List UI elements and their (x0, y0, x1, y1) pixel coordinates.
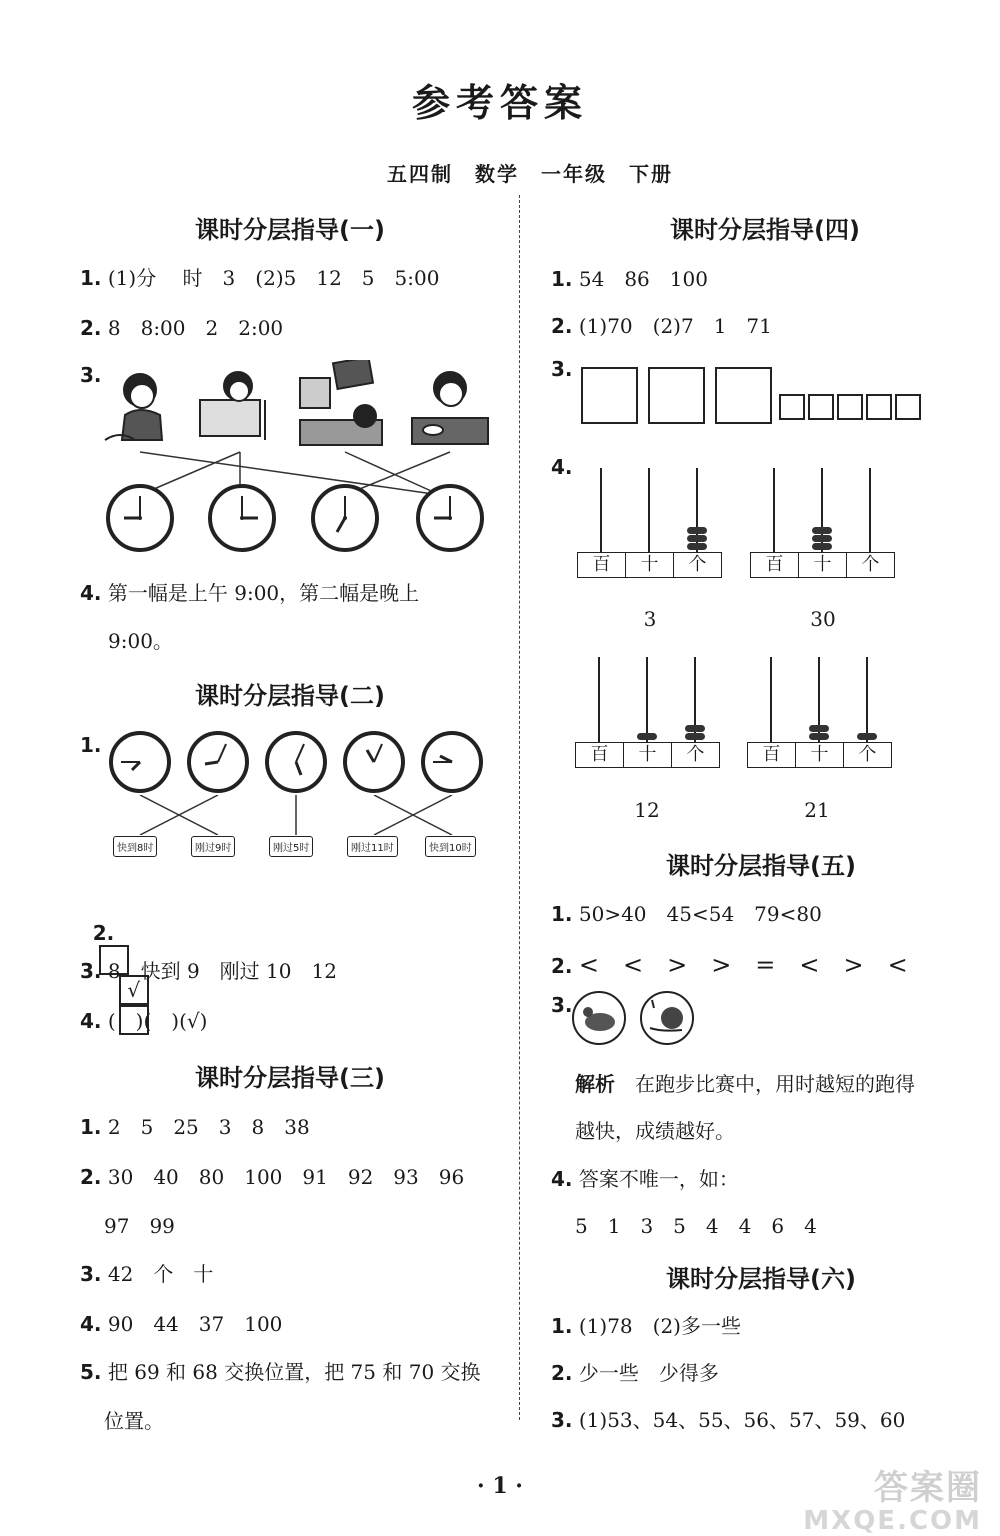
s6-q1-text: (1)78 (2)多一些 (578, 1314, 741, 1338)
q-number: 2. (80, 1165, 102, 1189)
abacus-cell-tens: 十 (624, 743, 672, 767)
abacus-bead (685, 725, 705, 732)
q-number: 1. (551, 1314, 573, 1338)
s5-q4-cont: 5 1 3 5 4 4 6 4 (575, 1214, 817, 1238)
s3-q1-text: 2 5 25 3 8 38 (107, 1115, 310, 1139)
s3-q3 (80, 1258, 213, 1287)
snail-icon (641, 992, 693, 1044)
abacus-cell-ones: 个 (861, 554, 880, 575)
s2-q4 (80, 1005, 207, 1034)
q-number: 1. (80, 266, 102, 290)
s1-q2-text: 8 8:00 2 2:00 (107, 316, 284, 340)
clock-9b-icon (418, 486, 482, 550)
clock-3-icon (210, 486, 274, 550)
analysis-line-1 (575, 1068, 915, 1097)
abacus-rod (866, 657, 868, 742)
s3-q2 (80, 1161, 464, 1190)
page-title: 参考答案 (411, 81, 588, 125)
s6-q3-text: (1)53、54、55、56、57、59、60 (578, 1408, 906, 1432)
page-number: · 1 · (477, 1473, 523, 1499)
abacus-rod (773, 468, 775, 552)
q-number: 2. (80, 316, 102, 340)
section-title-4: 课时分层指导(四) (670, 216, 860, 244)
q-number: 1. (551, 267, 573, 291)
section-title-1: 课时分层指导(一) (195, 216, 385, 244)
s6-q2 (551, 1357, 719, 1386)
s4-q4-number (551, 455, 573, 479)
clock-label: 刚过11时 (347, 836, 398, 857)
abacus-3 (577, 468, 722, 578)
abacus-base (747, 742, 892, 768)
clock-label: 刚过5时 (269, 836, 313, 857)
s4-q1 (551, 263, 708, 292)
s3-q4 (80, 1308, 282, 1337)
s3-q5-text-a: 把 69 和 68 交换位置，把 75 和 70 交换 (107, 1360, 481, 1384)
abacus-cell-tens: 十 (796, 743, 844, 767)
s2-q1-number (80, 733, 102, 757)
watermark-logo: 答案圈 (874, 1468, 982, 1508)
scene-homework (200, 372, 265, 440)
abacus-rod (646, 657, 648, 742)
abacus-bead (857, 733, 877, 740)
abacus-bead (812, 527, 832, 534)
abacus-bead (687, 543, 707, 550)
scene-eating (412, 372, 488, 444)
clock-745-icon (111, 733, 169, 791)
watermark (803, 1470, 982, 1536)
abacus-bead (809, 725, 829, 732)
abacus-12 (575, 657, 720, 769)
abacus-cell-hundreds: 百 (576, 743, 624, 767)
clock-labels (113, 836, 493, 858)
q-number: 3. (80, 1262, 102, 1286)
s2-q4-text: ( )( )(√) (107, 1009, 208, 1033)
s6-q3 (551, 1404, 905, 1433)
s5-q4-text-a: 答案不唯一，如： (578, 1167, 739, 1191)
page-subtitle: 五四制 数学 一年级 下册 (387, 162, 673, 186)
abacus-cell-ones: 个 (688, 554, 707, 575)
abacus-cell-ones: 个 (686, 744, 705, 765)
s4-q2-text: (1)70 (2)7 1 71 (578, 314, 772, 338)
analysis-text-a: 在跑步比赛中，用时越短的跑得 (635, 1072, 915, 1096)
answer-box-checked: √ (119, 975, 149, 1005)
clock-905-icon (189, 733, 247, 791)
s4-q3-number (551, 357, 573, 381)
q-number: 4. (80, 1312, 102, 1336)
abacus-value: 30 (810, 607, 836, 631)
unit-square (779, 394, 805, 420)
s3-q5 (80, 1356, 481, 1385)
clock-label: 快到10时 (425, 836, 476, 857)
abacus-cell-ones: 个 (858, 744, 877, 765)
analysis-label: 解析 (575, 1072, 615, 1096)
abacus-base (750, 552, 895, 578)
abacus-value: 12 (634, 798, 660, 822)
clock-505-icon (267, 733, 325, 791)
s2-q3-text: 8 快到 9 刚过 10 12 (107, 959, 337, 983)
hundred-square (648, 367, 705, 424)
s5-q1-text: 50>40 45<54 79<80 (578, 902, 822, 926)
abacus-value: 21 (804, 798, 830, 822)
q-number: 2. (551, 1361, 573, 1385)
s5-q4 (551, 1163, 739, 1192)
q-number: 2. (551, 954, 573, 978)
section-title-2: 课时分层指导(二) (195, 682, 385, 710)
q-number: 2. (92, 921, 115, 945)
q-number: 5. (80, 1360, 102, 1384)
abacus-bead (809, 733, 829, 740)
s3-q4-text: 90 44 37 100 (107, 1312, 283, 1336)
abacus-bead (687, 527, 707, 534)
s1-q4-text-a: 第一幅是上午 9:00，第二幅是晚上 (107, 581, 420, 605)
abacus-cell-hundreds: 百 (751, 553, 799, 577)
q-number: 1. (80, 733, 102, 757)
abacus-rod (600, 468, 602, 552)
q-number: 4. (551, 455, 573, 479)
s5-q2-text: < < > > = < > < (578, 951, 908, 979)
abacus-cell-tens: 十 (626, 553, 674, 577)
abacus-cell-tens: 十 (799, 553, 847, 577)
s3-q2-text-a: 30 40 80 100 91 92 93 96 (107, 1165, 465, 1189)
clock-7-icon (313, 486, 377, 550)
q-number: 2. (551, 314, 573, 338)
section-title-6: 课时分层指导(六) (666, 1265, 856, 1293)
abacus-rod (770, 657, 772, 742)
clock-9-icon (108, 486, 172, 550)
unit-square (895, 394, 921, 420)
abacus-bead (685, 733, 705, 740)
q-number: 3. (80, 959, 102, 983)
s6-q2-text: 少一些 少得多 (578, 1361, 719, 1385)
s1-q1 (80, 262, 439, 291)
section-title-5: 课时分层指导(五) (666, 852, 856, 880)
clock-label: 快到8时 (113, 836, 157, 857)
analysis-line-2: 越快，成绩越好。 (575, 1119, 735, 1143)
watermark-url: MXQE.COM (803, 1506, 982, 1536)
clock-matching-lines (105, 795, 485, 835)
s3-q5-cont: 位置。 (104, 1409, 164, 1433)
s5-q2 (551, 945, 908, 980)
s1-q1-text: (1)分 时 3 (2)5 12 5 5:00 (107, 266, 440, 290)
s1-q4 (80, 577, 419, 606)
abacus-value: 3 (643, 607, 657, 631)
q-number: 3. (551, 357, 573, 381)
s3-q3-text: 42 个 十 (107, 1262, 214, 1286)
abacus-bead (637, 733, 657, 740)
abacus-base (577, 552, 722, 578)
abacus-bead (812, 535, 832, 542)
clock-row-1 (105, 483, 505, 553)
abacus-rod (648, 468, 650, 552)
scene-brushing-teeth (105, 374, 162, 440)
s4-q1-text: 54 86 100 (578, 267, 708, 291)
s5-q1 (551, 898, 822, 927)
abacus-bead (687, 535, 707, 542)
s2-q3 (80, 955, 337, 984)
s3-q2-cont: 97 99 (104, 1214, 175, 1238)
abacus-21 (747, 657, 892, 769)
unit-square (808, 394, 834, 420)
abacus-rod (598, 657, 600, 742)
unit-square (837, 394, 863, 420)
s6-q1 (551, 1310, 741, 1339)
q-number: 4. (80, 1009, 102, 1033)
clock-1105-icon (345, 733, 403, 791)
s5-q3-number (551, 993, 573, 1017)
q-number: 3. (551, 1408, 573, 1432)
q-number: 3. (80, 363, 102, 387)
section-title-3: 课时分层指导(三) (195, 1064, 385, 1092)
unit-square (866, 394, 892, 420)
q-number: 4. (80, 581, 102, 605)
abacus-rod (869, 468, 871, 552)
s1-q2 (80, 312, 283, 341)
clock-945-icon (423, 733, 481, 791)
clock-label: 刚过9时 (191, 836, 235, 857)
hundred-square (581, 367, 638, 424)
abacus-30 (750, 468, 895, 578)
s4-q2 (551, 310, 772, 339)
turtle-icon (573, 992, 625, 1044)
abacus-cell-hundreds: 百 (578, 553, 626, 577)
abacus-base (575, 742, 720, 768)
scene-sleeping (300, 360, 382, 445)
q-number: 1. (80, 1115, 102, 1139)
s1-q3-number (80, 363, 102, 387)
race-animals-illustration (572, 990, 702, 1050)
abacus-bead (812, 543, 832, 550)
abacus-cell-hundreds: 百 (748, 743, 796, 767)
column-divider (519, 195, 520, 1420)
s1-q4-cont: 9:00。 (108, 629, 173, 653)
s3-q1 (80, 1111, 310, 1140)
hundred-square (715, 367, 772, 424)
q-number: 1. (551, 902, 573, 926)
q-number: 4. (551, 1167, 573, 1191)
q-number: 3. (551, 993, 573, 1017)
